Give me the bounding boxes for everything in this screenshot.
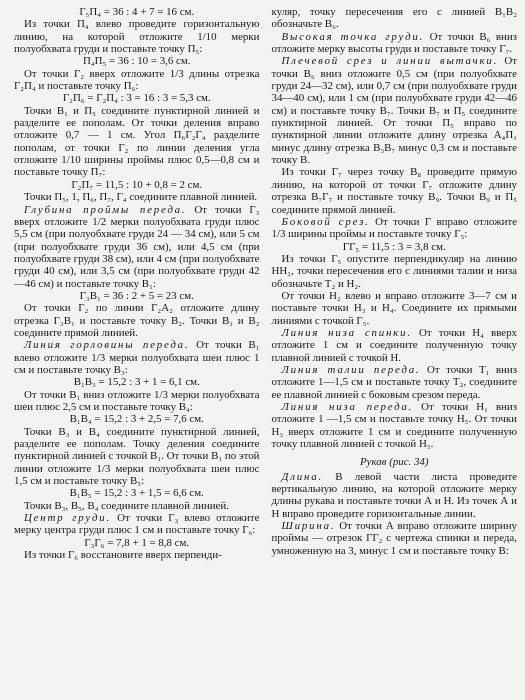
paragraph-lead-heading: Ширина. [281, 520, 336, 533]
paragraph-body: Точки В₃ и В₄ соедините пунктирной линией, разделите ее пополам. Точку деления соедините пунктирной линией с точкой В₁. От точки В₁ по этой линии отложите 1/3 мерки полуобхвата шеи плюс 1,5 см и поставьте точку В₅: [14, 425, 260, 488]
paragraph-body: Точки В₃, В₅, В₄ соедините плавной линией. [24, 499, 229, 512]
paragraph-body: От точки Г₃ влево отложите мерку центра груди плюс 1 см и поставьте точку Г₆: [14, 512, 260, 537]
text-paragraph [14, 302, 260, 339]
paragraph-body: Из точки П₄ влево проведите горизонтальную линию, на которой отложите 1/10 мерки полуобхвата груди и поставьте точку П₅: [14, 18, 260, 56]
text-paragraph [272, 401, 518, 450]
paragraph-body: П₄П₅ = 36 : 10 = 3,6 см. [82, 55, 191, 68]
paragraph-lead-heading: Длина. [281, 470, 323, 483]
paragraph-body: От точки Г₃ вверх отложите 1/2 мерки полуобхвата груди плюс 5,5 см (при полуобхвате груди 24 — 34 см), или 5 см (при полуобхвате груди 36 см), или 4,5 см (при полуобхвате груди 38 см), или 4 см (при полуобхвате груди 40 см), или 3,5 см (при полуобхвате груди 42—46 см) и поставьте точку В₁: [14, 203, 260, 290]
formula-line [14, 487, 260, 499]
text-paragraph [14, 549, 260, 561]
paragraph-lead-heading: Плечевой срез и линии вытачки. [281, 55, 499, 68]
text-paragraph [272, 364, 518, 401]
paragraph-body: От точки В₆ вниз отложите мерку высоты груди и поставьте точку Г₇. [271, 30, 517, 56]
text-paragraph [14, 105, 260, 179]
text-paragraph [14, 18, 260, 55]
text-paragraph [272, 471, 518, 520]
text-paragraph [14, 500, 260, 512]
text-paragraph [14, 426, 260, 488]
paragraph-body: От точки Н₂ влево и вправо отложите 3—7 см и поставьте точки Н₃ и Н₄. Соедините их прямыми линиями с точкой Г₅. [271, 289, 517, 327]
paragraph-body: От точки В₁ влево отложите 1/3 мерки полуобхвата шеи плюс 1 см и поставьте точку В₃: [14, 339, 260, 376]
paragraph-body: От точки В₆ вниз отложите 0,5 см (при полуобхвате груди 24—32 см), или 0,7 см (при полуобхвате груди 34—40 см), или 1 см (при полуобхвате груди 42—46 см) и поставьте точку В₇. Точки В₇ и П₅ соедините пунктирной линией. От точки П₅ вправо по пунктирной линии отложите длину отрезка А₄П₁ минус длину отрезка В₃В₇ минус 0,3 см и поставьте точку В. [271, 55, 517, 167]
paragraph-body: Рукав (рис. 34) [359, 456, 429, 469]
text-paragraph [14, 389, 260, 414]
paragraph-body: В₁В₄ = 15,2 : 3 + 2,5 = 7,6 см. [69, 413, 204, 426]
paragraph-body: Из точки Г₆ восстановите вверх перпенди- [24, 549, 222, 562]
paragraph-body: Точки П₅, 1, П₆, П₇, Г₄ соедините плавной линией. [24, 191, 258, 204]
paragraph-body: От точки В₁ вниз отложите 1/3 мерки полуобхвата шеи плюс 2,5 см и поставьте точку В₄: [14, 388, 260, 413]
text-paragraph [272, 253, 518, 290]
formula-line [14, 55, 260, 67]
paragraph-body: Г₂П₇ = 11,5 : 10 + 0,8 = 2 см. [71, 178, 203, 191]
text-paragraph [14, 339, 260, 376]
formula-line [14, 376, 260, 388]
paragraph-body: От точки А вправо отложите ширину проймы — отрезок ГГ₂ с чертежа спинки и переда, умноженную на 3, минус 1 см и поставьте точку В: [271, 520, 517, 557]
paragraph-lead-heading: Боковой срез. [281, 215, 370, 228]
paragraph-lead-heading: Высокая точка груди. [281, 30, 425, 43]
paragraph-body: От точки Н₄ вверх отложите 1 см и соедините полученную точку плавной линией с точкой Н. [271, 326, 517, 364]
paragraph-body: Точки В₁ и П₅ соедините пунктирной линией и разделите ее пополам. От точки деления вправо отложите 0,7 — 1 см. Угол П₆Г₂Г₄ разделите пополам, от точки Г₂ по линии деления угла отложите 1/10 ширины проймы плюс 0,5—0,8 см и поставьте точку П₇: [14, 104, 260, 179]
formula-line [14, 92, 260, 104]
text-paragraph [272, 55, 518, 166]
paragraph-body: ГГ₅ = 11,5 : 3 = 3,8 см. [342, 240, 446, 253]
text-paragraph [14, 512, 260, 537]
text-paragraph [272, 216, 518, 241]
paragraph-body: В левой части листа проведите вертикальную линию, на которой отложите мерку длины рукава и поставьте точки А и Н. Из точек А и Н вправо проведите горизонтальные линии. [271, 470, 517, 520]
paragraph-lead-heading: Глубина проймы переда. [24, 203, 187, 216]
formula-line [272, 241, 518, 253]
formula-line [14, 179, 260, 191]
paragraph-body: Из точки Г₇ через точку В₈ проведите прямую линию, на которой от точки Г₇ отложите длину отрезка В₇Г₇ и поставьте точку В₉. Точки В₉ и П₅ соедините прямой линией. [271, 166, 517, 216]
paragraph-body: Г₃Г₆ = 7,8 + 1 = 8,8 см. [84, 536, 190, 549]
text-paragraph [272, 166, 518, 215]
paragraph-body: В₁В₅ = 15,2 : 3 + 1,5 = 6,6 см. [69, 487, 204, 500]
text-paragraph [272, 327, 518, 364]
formula-line [14, 413, 260, 425]
paragraph-lead-heading: Центр груди. [24, 512, 112, 525]
paragraph-body: Г₃В₁ = 36 : 2 + 5 = 23 см. [79, 289, 194, 302]
paragraph-body: Из точки Г₅ опустите перпендикуляр на линию НН₁, точки пересечения его с линиями талии и низа обозначьте Т₂ и Н₂. [271, 252, 517, 290]
paragraph-body: От точки Н₁ вниз отложите 1 —1,5 см и поставьте точку Н₅. От точки Н₃ вверх отложите 1 см и соедините полученную точку плавной линией с точкой Н₅. [271, 401, 517, 451]
paragraph-body: Г₂П₆ = Г₂П₄ : 3 = 16 : 3 = 5,3 см. [62, 92, 211, 105]
text-paragraph [272, 6, 518, 31]
paragraph-body: В₁В₃ = 15,2 : 3 + 1 = 6,1 см. [73, 376, 200, 389]
text-paragraph [272, 290, 518, 327]
paragraph-body: От точки Г₂ вверх отложите 1/3 длины отрезка Г₂П₄ и поставьте точку П₆: [14, 67, 260, 93]
text-paragraph [14, 204, 260, 290]
paragraph-lead-heading: Линия горловины переда. [24, 339, 190, 352]
formula-line [14, 6, 260, 18]
paragraph-lead-heading: Линия низа спинки. [281, 326, 412, 339]
paragraph-body: От точки Г вправо отложите 1/3 ширины проймы и поставьте точку Г₅: [271, 215, 518, 241]
formula-line [14, 290, 260, 302]
paragraph-body: От точки Т₁ вниз отложите 1—1,5 см и поставьте точку Т₂, соедините ее плавной линией с боковым срезом переда. [271, 363, 517, 401]
text-paragraph [14, 191, 260, 203]
paragraph-body: куляр, точку пересечения его с линией В₁В₂ обозначьте В₆. [271, 6, 517, 31]
text-paragraph [272, 520, 518, 557]
paragraph-body: Г₅П₄ = 36 : 4 + 7 = 16 см. [79, 6, 195, 18]
section-heading [272, 456, 518, 468]
formula-line [14, 537, 260, 549]
paragraph-lead-heading: Линия низа переда. [281, 401, 414, 413]
text-paragraph [14, 68, 260, 93]
paragraph-body: От точки Г₂ по линии Г₂А₂ отложите длину отрезка Г₃В₁ и поставьте точку В₂. Точки В₁ и В₂ соедините прямой линией. [14, 302, 260, 339]
text-paragraph [272, 31, 518, 56]
right-text-column [272, 6, 518, 696]
paragraph-lead-heading: Линия талии переда. [281, 363, 421, 376]
left-text-column [14, 6, 260, 696]
